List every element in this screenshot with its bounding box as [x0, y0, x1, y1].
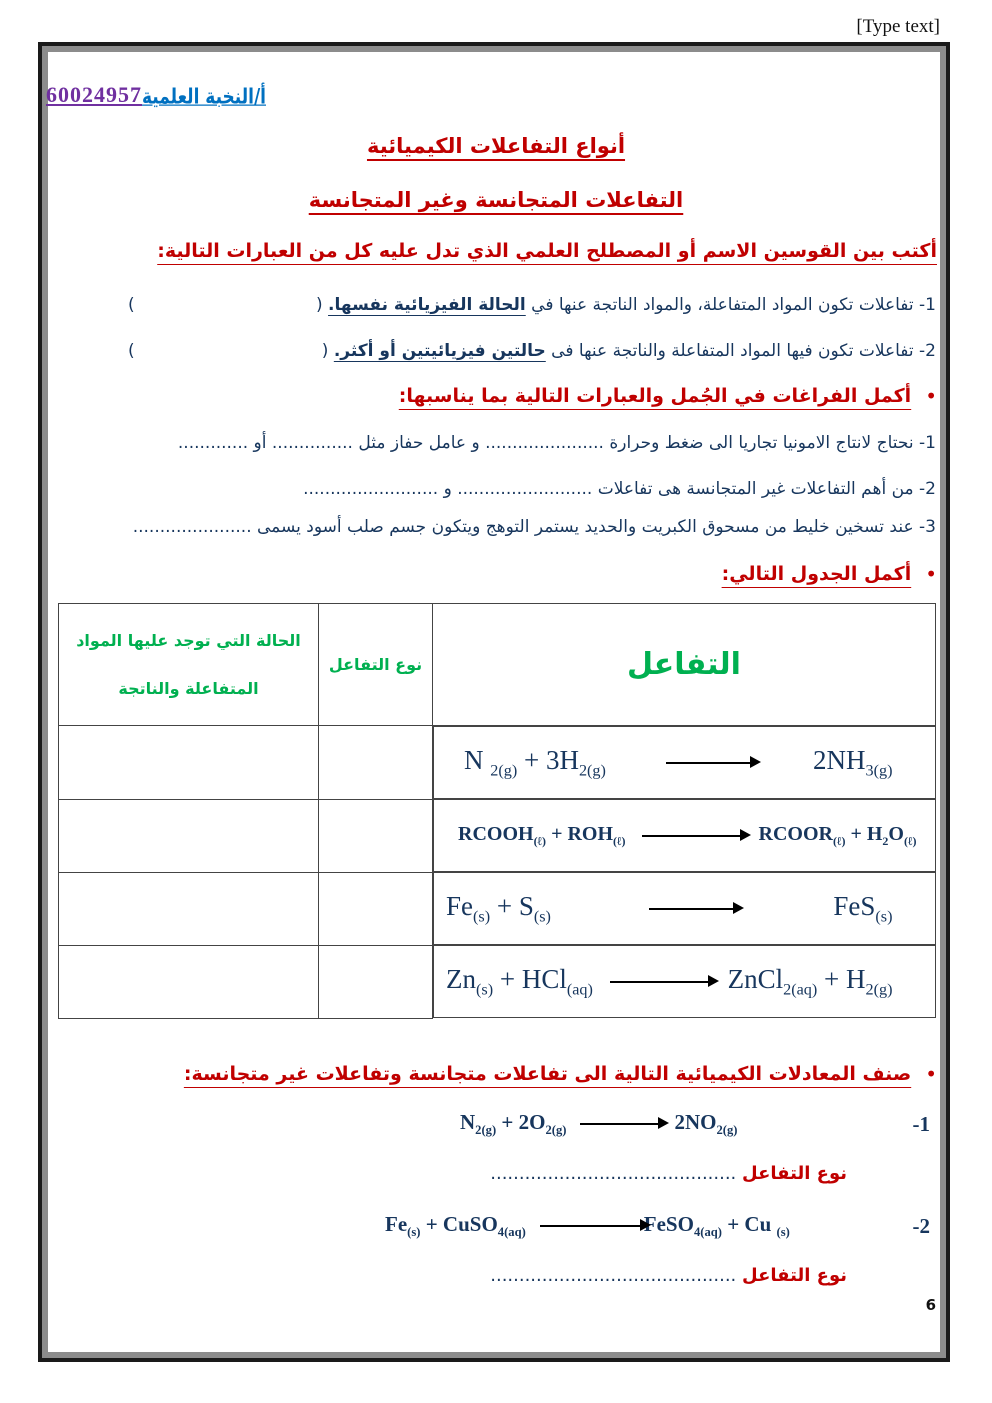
reactions-table	[58, 603, 936, 1019]
state-answer-cell	[59, 945, 319, 1018]
naming-item-2-pre: 2- تفاعلات تكون فيها المواد المتفاعلة والناتجة عنها فى	[545, 341, 936, 361]
reaction-equation-cell	[433, 799, 936, 872]
equation-products: ZnCl$_{2(aq)}$ + $H_{2(g)}$	[727, 963, 893, 999]
reaction-type-label: نوع التفاعل	[742, 1265, 847, 1286]
naming-section-heading	[157, 240, 937, 262]
classify-equation-1-number: -1	[912, 1112, 930, 1136]
header-cell-state	[59, 604, 319, 726]
table-header-row	[59, 604, 936, 726]
state-answer-cell	[59, 799, 319, 872]
state-answer-cell	[59, 872, 319, 945]
classify-equation-2-number: -2	[912, 1214, 930, 1238]
page-subtitle-text: التفاعلات المتجانسة وغير المتجانسة	[308, 188, 684, 212]
reaction-type-line-2	[490, 1265, 847, 1286]
reaction-arrow-icon	[540, 1225, 642, 1227]
header-state-line1: الحالة التي توجد عليها المواد	[76, 630, 301, 650]
reaction-equation-cell	[433, 945, 936, 1018]
page-subtitle	[0, 188, 992, 212]
reaction-arrow-icon	[580, 1123, 660, 1125]
header-state-line2: المتفاعلة والناتجة	[118, 678, 259, 698]
naming-item-2-open-paren: (	[321, 341, 334, 361]
equation-products: $2NO_{2(g)}$	[674, 1110, 738, 1138]
type-answer-cell	[319, 872, 433, 945]
type-answer-cell	[319, 799, 433, 872]
type-answer-cell	[319, 726, 433, 800]
reaction-arrow-icon	[666, 762, 752, 764]
classify-equation-1	[460, 1110, 737, 1138]
equation-reactants: $RCOOH_{(\ell)} + ROH_{(\ell)}$	[458, 822, 626, 848]
equation-products: $RCOOR_{(\ell)} + H_2O_{(\ell)}$	[758, 822, 917, 848]
logo-calligraphy: أ/النخبة العلمية	[142, 84, 266, 110]
fill-section-heading	[399, 385, 937, 407]
equation-reactants: $Fe_{(s)} + S_{(s)}$	[446, 890, 551, 926]
naming-item-1-open-paren: (	[315, 295, 329, 315]
reaction-arrow-icon	[649, 908, 735, 910]
header-cell-reaction: التفاعل	[433, 604, 936, 726]
naming-item-1-pre: 1- تفاعلات تكون المواد المتفاعلة، والمواد الناتجة عنها في	[525, 295, 936, 315]
naming-item-1-close-paren: )	[128, 295, 135, 315]
naming-item-1-text	[316, 295, 936, 315]
bullet-icon: •	[925, 1062, 937, 1086]
reaction-type-line-1	[490, 1163, 847, 1184]
fill-item-3: 3- عند تسخين خليط من مسحوق الكبريت والحديد يستمر التوهج ويتكون جسم صلب أسود يسمى ......................	[132, 517, 936, 537]
table-row	[59, 799, 936, 872]
page-number: 6	[925, 1296, 936, 1314]
reaction-type-blank: ...........................................	[490, 1163, 737, 1184]
equation-reactants: $N_{2(g)} + 2O_{2(g)}$	[460, 1110, 567, 1138]
fill-section-heading-text: أكمل الفراغات في الجُمل والعبارات التالية بما يناسبها:	[398, 385, 912, 407]
bullet-icon: •	[925, 562, 937, 586]
equation-products: FeSO$_{4(aq)}$ + Cu $_{(s)}$	[643, 1212, 790, 1240]
naming-item-1-term: الحالة الفيزيائية نفسها.	[328, 295, 526, 315]
table-row	[59, 945, 936, 1018]
page-title-text: أنواع التفاعلات الكيميائية	[366, 134, 626, 158]
equation-reactants: N $_{2(g)} + 3H_{2(g)}$	[464, 744, 606, 780]
reaction-type-blank: ...........................................	[490, 1265, 737, 1286]
naming-item-2-text	[322, 341, 936, 361]
classify-equation-2	[385, 1212, 790, 1240]
reaction-type-label: نوع التفاعل	[742, 1163, 847, 1184]
naming-section-heading-text: أكتب بين القوسين الاسم أو المصطلح العلمي الذي تدل عليه كل من العبارات التالية:	[157, 240, 937, 262]
bullet-icon: •	[925, 384, 937, 408]
table-row	[59, 726, 936, 800]
equation-reactants: $Zn_{(s)} + HCl_{(aq)}$	[446, 963, 593, 999]
type-answer-cell	[319, 945, 433, 1018]
reaction-equation-cell	[433, 726, 936, 799]
page-title	[0, 134, 992, 158]
equation-products: FeS$_{(s)}$	[833, 890, 893, 926]
equation-reactants: $Fe_{(s)}$ + CuSO$_{4(aq)}$	[385, 1212, 526, 1240]
table-section-heading	[722, 563, 937, 585]
naming-item-2	[128, 341, 936, 361]
classify-section-heading-text: صنف المعادلات الكيميائية التالية الى تفاعلات متجانسة وتفاعلات غير متجانسة:	[183, 1063, 912, 1085]
reaction-arrow-icon	[642, 835, 742, 837]
classify-section-heading	[184, 1063, 937, 1085]
reaction-arrow-icon	[610, 981, 710, 983]
header-logo-row	[46, 82, 266, 108]
fill-item-2: 2- من أهم التفاعلات غير المتجانسة هى تفاعلات ......................... و .........................	[303, 479, 936, 499]
table-section-heading-text: أكمل الجدول التالي:	[721, 563, 912, 585]
naming-item-1	[128, 295, 936, 315]
state-answer-cell	[59, 726, 319, 800]
equation-products: $2NH_{3(g)}$	[813, 744, 893, 780]
reaction-equation-cell	[433, 872, 936, 945]
phone-number: 60024957	[46, 82, 142, 107]
header-cell-type: نوع التفاعل	[319, 604, 433, 726]
fill-item-1: 1- نحتاج لانتاج الامونيا تجاريا الى ضغط وحرارة ...................... و عامل حفاز مثل ............... أو .............	[177, 433, 936, 453]
table-row	[59, 872, 936, 945]
naming-item-2-close-paren: )	[128, 341, 135, 361]
type-text-placeholder: [Type text]	[856, 16, 940, 37]
naming-item-2-term: حالتين فيزيائيتين أو أكثر.	[333, 341, 546, 361]
